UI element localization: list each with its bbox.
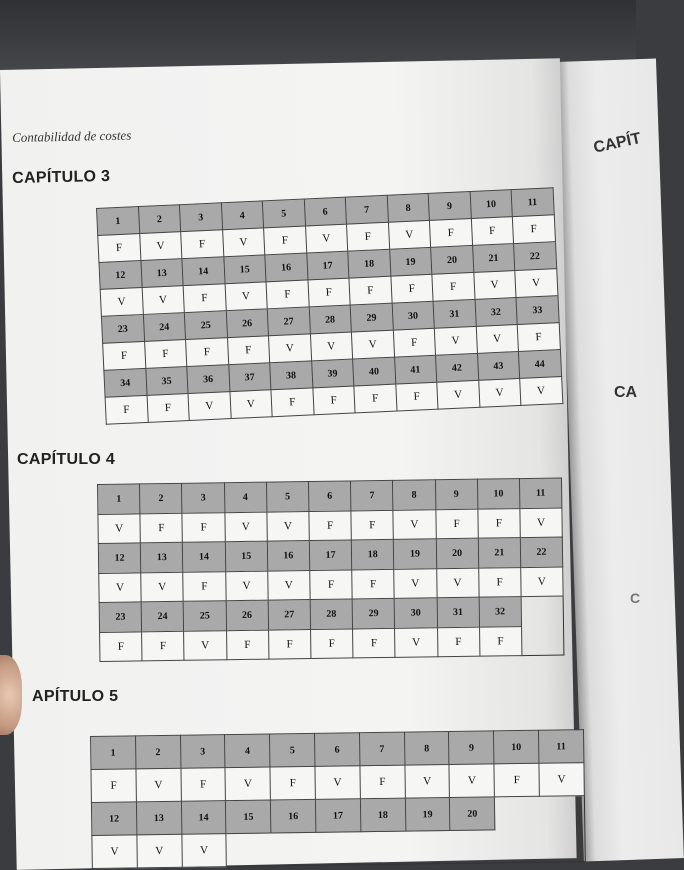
- question-number-cell: 14: [183, 542, 226, 572]
- question-number-cell: 16: [267, 541, 310, 571]
- empty-cell: [361, 831, 406, 865]
- question-number-cell: 41: [394, 355, 437, 384]
- answer-cell: F: [395, 382, 438, 411]
- answer-cell: V: [478, 378, 521, 407]
- answer-cell: F: [264, 226, 307, 255]
- answer-cell: V: [224, 512, 267, 542]
- answer-cell: F: [478, 508, 521, 538]
- question-number-cell: 7: [359, 732, 404, 766]
- question-number-cell: 28: [309, 305, 352, 334]
- empty-cell: [495, 796, 540, 830]
- answer-cell: V: [139, 232, 182, 261]
- answer-cell: F: [346, 222, 389, 251]
- question-number-cell: 8: [404, 731, 449, 765]
- empty-cell: [521, 625, 564, 655]
- question-number-cell: 12: [91, 802, 136, 836]
- question-number-cell: 25: [184, 601, 227, 631]
- answer-cell: F: [144, 340, 187, 369]
- question-number-cell: 13: [140, 259, 183, 288]
- answer-cell: F: [183, 284, 226, 313]
- answer-cell: F: [183, 571, 226, 601]
- answer-cell: F: [266, 280, 309, 309]
- question-number-cell: 16: [271, 799, 316, 833]
- answer-cell: V: [520, 508, 563, 538]
- answer-cell: F: [309, 510, 352, 540]
- answer-cell: F: [353, 628, 396, 658]
- answer-cell: F: [105, 395, 148, 424]
- right-page-chapter-title: CAPÍT: [592, 130, 643, 157]
- empty-cell: [226, 833, 271, 867]
- answer-cell: V: [434, 326, 477, 355]
- question-number-cell: 1: [91, 736, 136, 770]
- answer-cell: V: [437, 380, 480, 409]
- question-number-cell: 14: [181, 801, 226, 835]
- question-number-cell: 26: [226, 600, 269, 630]
- answer-cell: V: [315, 766, 360, 800]
- empty-cell: [540, 829, 585, 863]
- answer-cell: V: [267, 511, 310, 541]
- chapter-4-title: CAPÍTULO 4: [17, 451, 116, 468]
- question-number-cell: 12: [98, 543, 141, 573]
- answer-cell: F: [432, 272, 475, 301]
- answer-cell: F: [181, 768, 226, 802]
- question-number-cell: 21: [478, 538, 521, 568]
- question-number-cell: 33: [516, 296, 559, 325]
- answer-cell: F: [479, 626, 522, 656]
- answer-cell: V: [388, 220, 431, 249]
- question-number-cell: 24: [141, 601, 184, 631]
- question-number-cell: 3: [182, 483, 225, 513]
- answer-cell: F: [393, 328, 436, 357]
- question-number-cell: 15: [223, 255, 266, 284]
- question-number-cell: 1: [97, 207, 140, 236]
- question-number-cell: 8: [387, 193, 430, 222]
- answer-cell: F: [147, 394, 190, 423]
- question-number-cell: 10: [494, 730, 539, 764]
- question-number-cell: 9: [449, 731, 494, 765]
- answer-cell: F: [390, 274, 433, 303]
- question-number-cell: 4: [224, 482, 267, 512]
- question-number-cell: 23: [99, 602, 142, 632]
- answer-cell: V: [405, 764, 450, 798]
- right-page-side-text: CA: [614, 384, 638, 401]
- answer-cell: F: [142, 631, 185, 661]
- question-number-cell: 23: [101, 314, 144, 343]
- question-number-cell: 29: [350, 303, 393, 332]
- question-number-cell: 13: [141, 542, 184, 572]
- answer-table: [97, 478, 565, 662]
- answer-cell: V: [184, 630, 227, 660]
- answer-cell: V: [229, 390, 272, 419]
- question-number-cell: 44: [518, 350, 561, 379]
- question-number-cell: 22: [520, 537, 563, 567]
- answer-cell: F: [227, 336, 270, 365]
- question-number-cell: 36: [187, 365, 230, 394]
- question-number-cell: 34: [104, 368, 147, 397]
- question-number-cell: 14: [182, 257, 225, 286]
- question-number-cell: 13: [136, 801, 181, 835]
- answer-cell: V: [310, 332, 353, 361]
- answer-cell: V: [99, 572, 142, 602]
- answer-cell: V: [305, 224, 348, 253]
- question-number-cell: 1: [98, 484, 141, 514]
- question-number-cell: 43: [477, 351, 520, 380]
- answer-cell: V: [395, 627, 438, 657]
- answer-cell: F: [268, 629, 311, 659]
- answer-cell: V: [188, 392, 231, 421]
- answer-cell: F: [186, 338, 229, 367]
- answer-cell: V: [521, 567, 564, 597]
- answer-cell: F: [100, 631, 143, 661]
- question-number-cell: 37: [228, 363, 271, 392]
- right-page-side-text-2: C: [630, 590, 641, 606]
- answer-cell: V: [473, 271, 516, 300]
- question-number-cell: 32: [475, 298, 518, 327]
- answer-cell: F: [517, 323, 560, 352]
- answer-cell: F: [271, 388, 314, 417]
- question-number-cell: 3: [180, 735, 225, 769]
- answer-table: [90, 729, 586, 869]
- question-number-cell: 21: [472, 244, 515, 273]
- question-number-cell: 10: [477, 479, 520, 509]
- answer-cell: V: [393, 509, 436, 539]
- answer-cell: F: [512, 215, 555, 244]
- question-number-cell: 2: [138, 205, 181, 234]
- question-number-cell: 15: [225, 541, 268, 571]
- answer-cell: F: [471, 217, 514, 246]
- question-number-cell: 5: [266, 482, 309, 512]
- question-number-cell: 27: [267, 307, 310, 336]
- question-number-cell: 20: [431, 245, 474, 274]
- empty-cell: [316, 832, 361, 866]
- answer-cell: F: [182, 512, 225, 542]
- question-number-cell: 28: [310, 599, 353, 629]
- question-number-cell: 19: [394, 539, 437, 569]
- answer-cell: V: [225, 767, 270, 801]
- running-head: Contabilidad de costes: [12, 127, 132, 145]
- answer-cell: V: [449, 764, 494, 798]
- question-number-cell: 27: [268, 600, 311, 630]
- question-number-cell: 5: [262, 199, 305, 228]
- answer-cell: V: [142, 286, 185, 315]
- question-number-cell: 6: [314, 733, 359, 767]
- answer-cell: V: [141, 572, 184, 602]
- question-number-cell: 29: [352, 598, 395, 628]
- answer-cell: F: [360, 765, 405, 799]
- question-number-cell: 30: [394, 598, 437, 628]
- answer-cell: F: [478, 567, 521, 597]
- answer-cell: V: [268, 334, 311, 363]
- question-number-cell: 9: [428, 192, 471, 221]
- question-number-cell: 6: [304, 197, 347, 226]
- answer-cell: V: [520, 377, 563, 406]
- question-number-cell: 3: [179, 203, 222, 232]
- answer-cell: F: [435, 509, 478, 539]
- question-number-cell: 35: [145, 367, 188, 396]
- answer-cell: F: [181, 230, 224, 259]
- question-number-cell: 12: [99, 261, 142, 290]
- answer-cell: V: [92, 835, 137, 869]
- question-number-cell: 17: [315, 799, 360, 833]
- question-number-cell: 4: [225, 734, 270, 768]
- question-number-cell: 31: [433, 299, 476, 328]
- answer-cell: F: [494, 763, 539, 797]
- answer-cell: V: [98, 513, 141, 543]
- question-number-cell: 42: [436, 353, 479, 382]
- answer-cell: F: [103, 341, 146, 370]
- empty-cell: [539, 796, 584, 830]
- question-number-cell: 7: [345, 195, 388, 224]
- question-number-cell: 4: [221, 201, 264, 230]
- answer-cell: V: [267, 570, 310, 600]
- answer-cell: V: [476, 325, 519, 354]
- answer-cell: F: [312, 386, 355, 415]
- question-number-cell: 25: [184, 311, 227, 340]
- answer-cell: V: [222, 228, 265, 257]
- question-number-cell: 17: [309, 540, 352, 570]
- answer-cell: F: [352, 569, 395, 599]
- answer-cell: F: [307, 278, 350, 307]
- answer-cell: V: [436, 568, 479, 598]
- question-number-cell: 19: [405, 797, 450, 831]
- chapter-3-title: CAPÍTULO 3: [12, 167, 111, 187]
- answer-cell: V: [225, 282, 268, 311]
- question-number-cell: 9: [435, 479, 478, 509]
- answer-cell: F: [140, 513, 183, 543]
- answer-cell: V: [225, 571, 268, 601]
- question-number-cell: 17: [306, 251, 349, 280]
- chapter-4-answer-grid: [97, 478, 565, 662]
- answer-cell: F: [349, 276, 392, 305]
- question-number-cell: 2: [140, 483, 183, 513]
- chapter-3-answer-grid: [96, 187, 563, 425]
- empty-cell: [450, 830, 495, 864]
- answer-cell: V: [351, 330, 394, 359]
- answer-cell: V: [539, 763, 584, 797]
- question-number-cell: 31: [437, 597, 480, 627]
- answer-cell: F: [91, 769, 136, 803]
- answer-cell: F: [429, 219, 472, 248]
- empty-cell: [521, 596, 564, 626]
- answer-row: [100, 625, 564, 661]
- answer-cell: F: [437, 627, 480, 657]
- answer-cell: F: [98, 234, 141, 263]
- question-number-cell: 22: [514, 242, 557, 271]
- answer-cell: V: [136, 768, 181, 802]
- answer-cell: F: [310, 628, 353, 658]
- question-number-cell: 20: [450, 797, 495, 831]
- answer-cell: F: [310, 569, 353, 599]
- question-number-cell: 32: [479, 597, 522, 627]
- question-number-cell: 6: [308, 481, 351, 511]
- chapter-5-answer-grid: [90, 729, 586, 869]
- question-number-cell: 11: [519, 478, 562, 508]
- question-number-cell: 19: [389, 247, 432, 276]
- question-number-cell: 18: [360, 798, 405, 832]
- answer-cell: V: [137, 834, 182, 868]
- question-number-cell: 10: [470, 190, 513, 219]
- empty-cell: [271, 832, 316, 866]
- answer-cell: V: [515, 269, 558, 298]
- question-number-cell: 2: [135, 735, 180, 769]
- answer-cell: V: [181, 834, 226, 868]
- question-number-cell: 26: [226, 309, 269, 338]
- question-number-cell: 18: [348, 249, 391, 278]
- question-number-cell: 18: [351, 539, 394, 569]
- empty-cell: [405, 830, 450, 864]
- empty-cell: [495, 829, 540, 863]
- question-number-cell: 30: [392, 301, 435, 330]
- answer-cell: F: [351, 510, 394, 540]
- answer-cell: F: [270, 766, 315, 800]
- question-number-cell: 8: [393, 480, 436, 510]
- answer-cell: V: [100, 288, 143, 317]
- question-number-cell: 11: [511, 188, 554, 217]
- answer-cell: F: [354, 384, 397, 413]
- question-number-cell: 24: [143, 313, 186, 342]
- answer-row: [92, 829, 585, 869]
- answer-cell: F: [226, 630, 269, 660]
- question-number-cell: 15: [226, 800, 271, 834]
- question-number-cell: 5: [270, 733, 315, 767]
- answer-table: [96, 187, 563, 425]
- question-number-cell: 20: [436, 538, 479, 568]
- question-number-cell: 40: [353, 357, 396, 386]
- answer-cell: V: [394, 568, 437, 598]
- question-number-cell: 7: [351, 480, 394, 510]
- question-number-cell: 39: [311, 359, 354, 388]
- chapter-5-title: APÍTULO 5: [32, 688, 119, 705]
- question-number-cell: 16: [265, 253, 308, 282]
- question-number-cell: 11: [538, 730, 583, 764]
- question-number-cell: 38: [270, 361, 313, 390]
